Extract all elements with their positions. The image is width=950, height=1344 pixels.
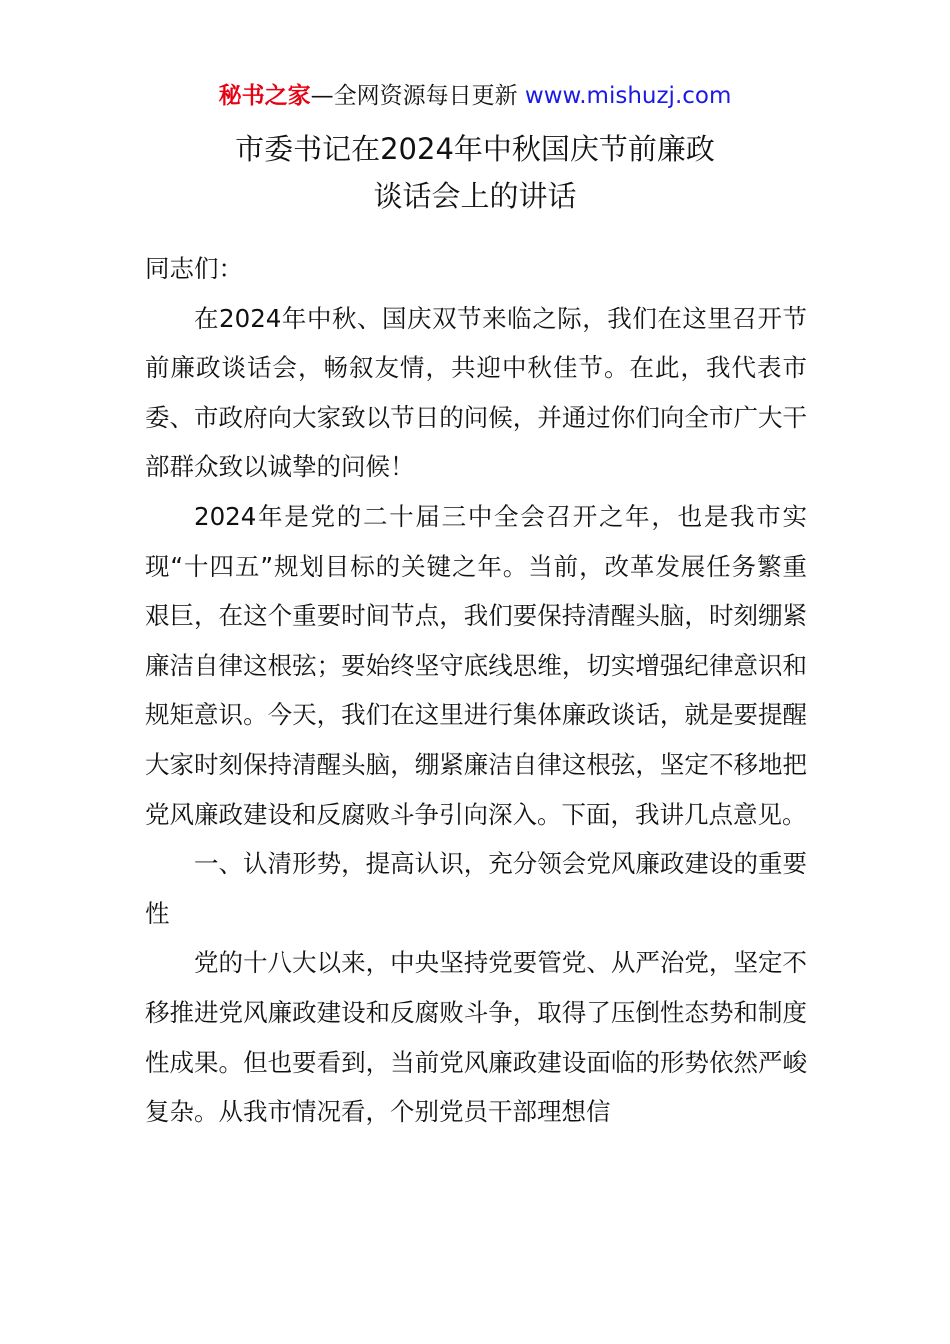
- site-url[interactable]: www.mishuzj.com: [524, 83, 732, 109]
- title-line-1: 市委书记在2024年中秋国庆节前廉政: [235, 132, 715, 166]
- document-body: [145, 244, 807, 1137]
- site-header: [0, 80, 950, 112]
- paragraph-3: 党的十八大以来，中央坚持党要管党、从严治党，坚定不移推进党风廉政建设和反腐败斗争，取得了压倒性态势和制度性成果。但也要看到，当前党风廉政建设面临的形势依然严峻复杂。从我市情况看，个别党员干部理想信: [145, 948, 807, 1127]
- section-heading-1: 一、认清形势，提高认识，充分领会党风廉政建设的重要性: [145, 849, 807, 928]
- header-tagline: —全网资源每日更新: [310, 83, 525, 109]
- title-line-2: 谈话会上的讲话: [373, 179, 577, 213]
- salutation: 同志们：: [145, 254, 243, 283]
- paragraph-2: 2024年是党的二十届三中全会召开之年，也是我市实现“十四五”规划目标的关键之年。当前，改革发展任务繁重艰巨，在这个重要时间节点，我们要保持清醒头脑，时刻绷紧廉洁自律这根弦；要始终坚守底线思维，切实增强纪律意识和规矩意识。今天，我们在这里进行集体廉政谈话，就是要提醒大家时刻保持清醒头脑，绷紧廉洁自律这根弦，坚定不移地把党风廉政建设和反腐败斗争引向深入。下面，我讲几点意见。: [145, 501, 807, 829]
- brand-name: 秘书之家: [218, 83, 311, 109]
- document-title: [0, 126, 950, 220]
- paragraph-1: 在2024年中秋、国庆双节来临之际，我们在这里召开节前廉政谈话会，畅叙友情，共迎中秋佳节。在此，我代表市委、市政府向大家致以节日的问候，并通过你们向全市广大干部群众致以诚挚的问候！: [145, 303, 807, 482]
